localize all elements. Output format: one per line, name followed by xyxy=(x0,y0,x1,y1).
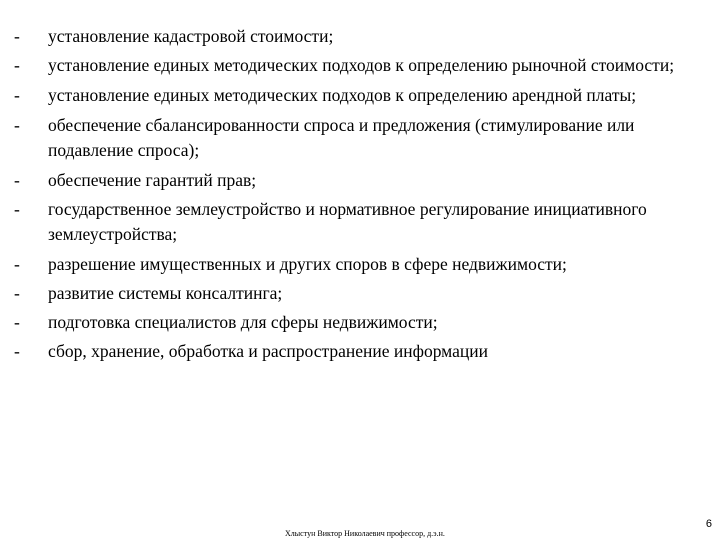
list-item-text: сбор, хранение, обработка и распространение информации xyxy=(48,341,489,361)
list-item xyxy=(14,113,694,163)
list-item xyxy=(14,281,694,306)
page-number: 6 xyxy=(705,518,712,530)
list-item xyxy=(14,197,694,247)
list-item-text: разрешение имущественных и других споров в сфере недвижимости; xyxy=(48,254,567,274)
bullet-marker: - xyxy=(14,115,20,135)
bullet-marker: - xyxy=(14,199,20,219)
bullet-marker: - xyxy=(14,283,20,303)
bullet-marker: - xyxy=(14,312,20,332)
bullet-marker: - xyxy=(14,55,20,75)
bullet-marker: - xyxy=(14,26,20,46)
bullet-marker: - xyxy=(14,254,20,274)
list-item-text: развитие системы консалтинга; xyxy=(48,283,283,303)
bullet-marker: - xyxy=(14,170,20,190)
list-item-text: установление единых методических подходов к определению арендной платы; xyxy=(48,85,637,105)
list-item xyxy=(14,339,694,364)
list-item xyxy=(14,83,694,108)
list-item xyxy=(14,24,694,49)
list-item-text: установление кадастровой стоимости; xyxy=(48,26,334,46)
footer-author: Хлыстун Виктор Николаевич профессор, д.э.н. xyxy=(285,529,445,538)
list-item xyxy=(14,53,694,78)
list-item xyxy=(14,310,694,335)
list-item-text: государственное землеустройство и нормативное регулирование инициативного землеустройства; xyxy=(48,199,647,244)
list-item xyxy=(14,252,694,277)
list-item-text: установление единых методических подходов к определению рыночной стоимости; xyxy=(48,55,675,75)
list-item-text: обеспечение гарантий прав; xyxy=(48,170,257,190)
bullet-marker: - xyxy=(14,85,20,105)
list-item xyxy=(14,168,694,193)
list-item-text: подготовка специалистов для сферы недвижимости; xyxy=(48,312,438,332)
bullet-list xyxy=(14,24,694,368)
list-item-text: обеспечение сбалансированности спроса и предложения (стимулирование или подавление спроса); xyxy=(48,115,635,160)
bullet-marker: - xyxy=(14,341,20,361)
